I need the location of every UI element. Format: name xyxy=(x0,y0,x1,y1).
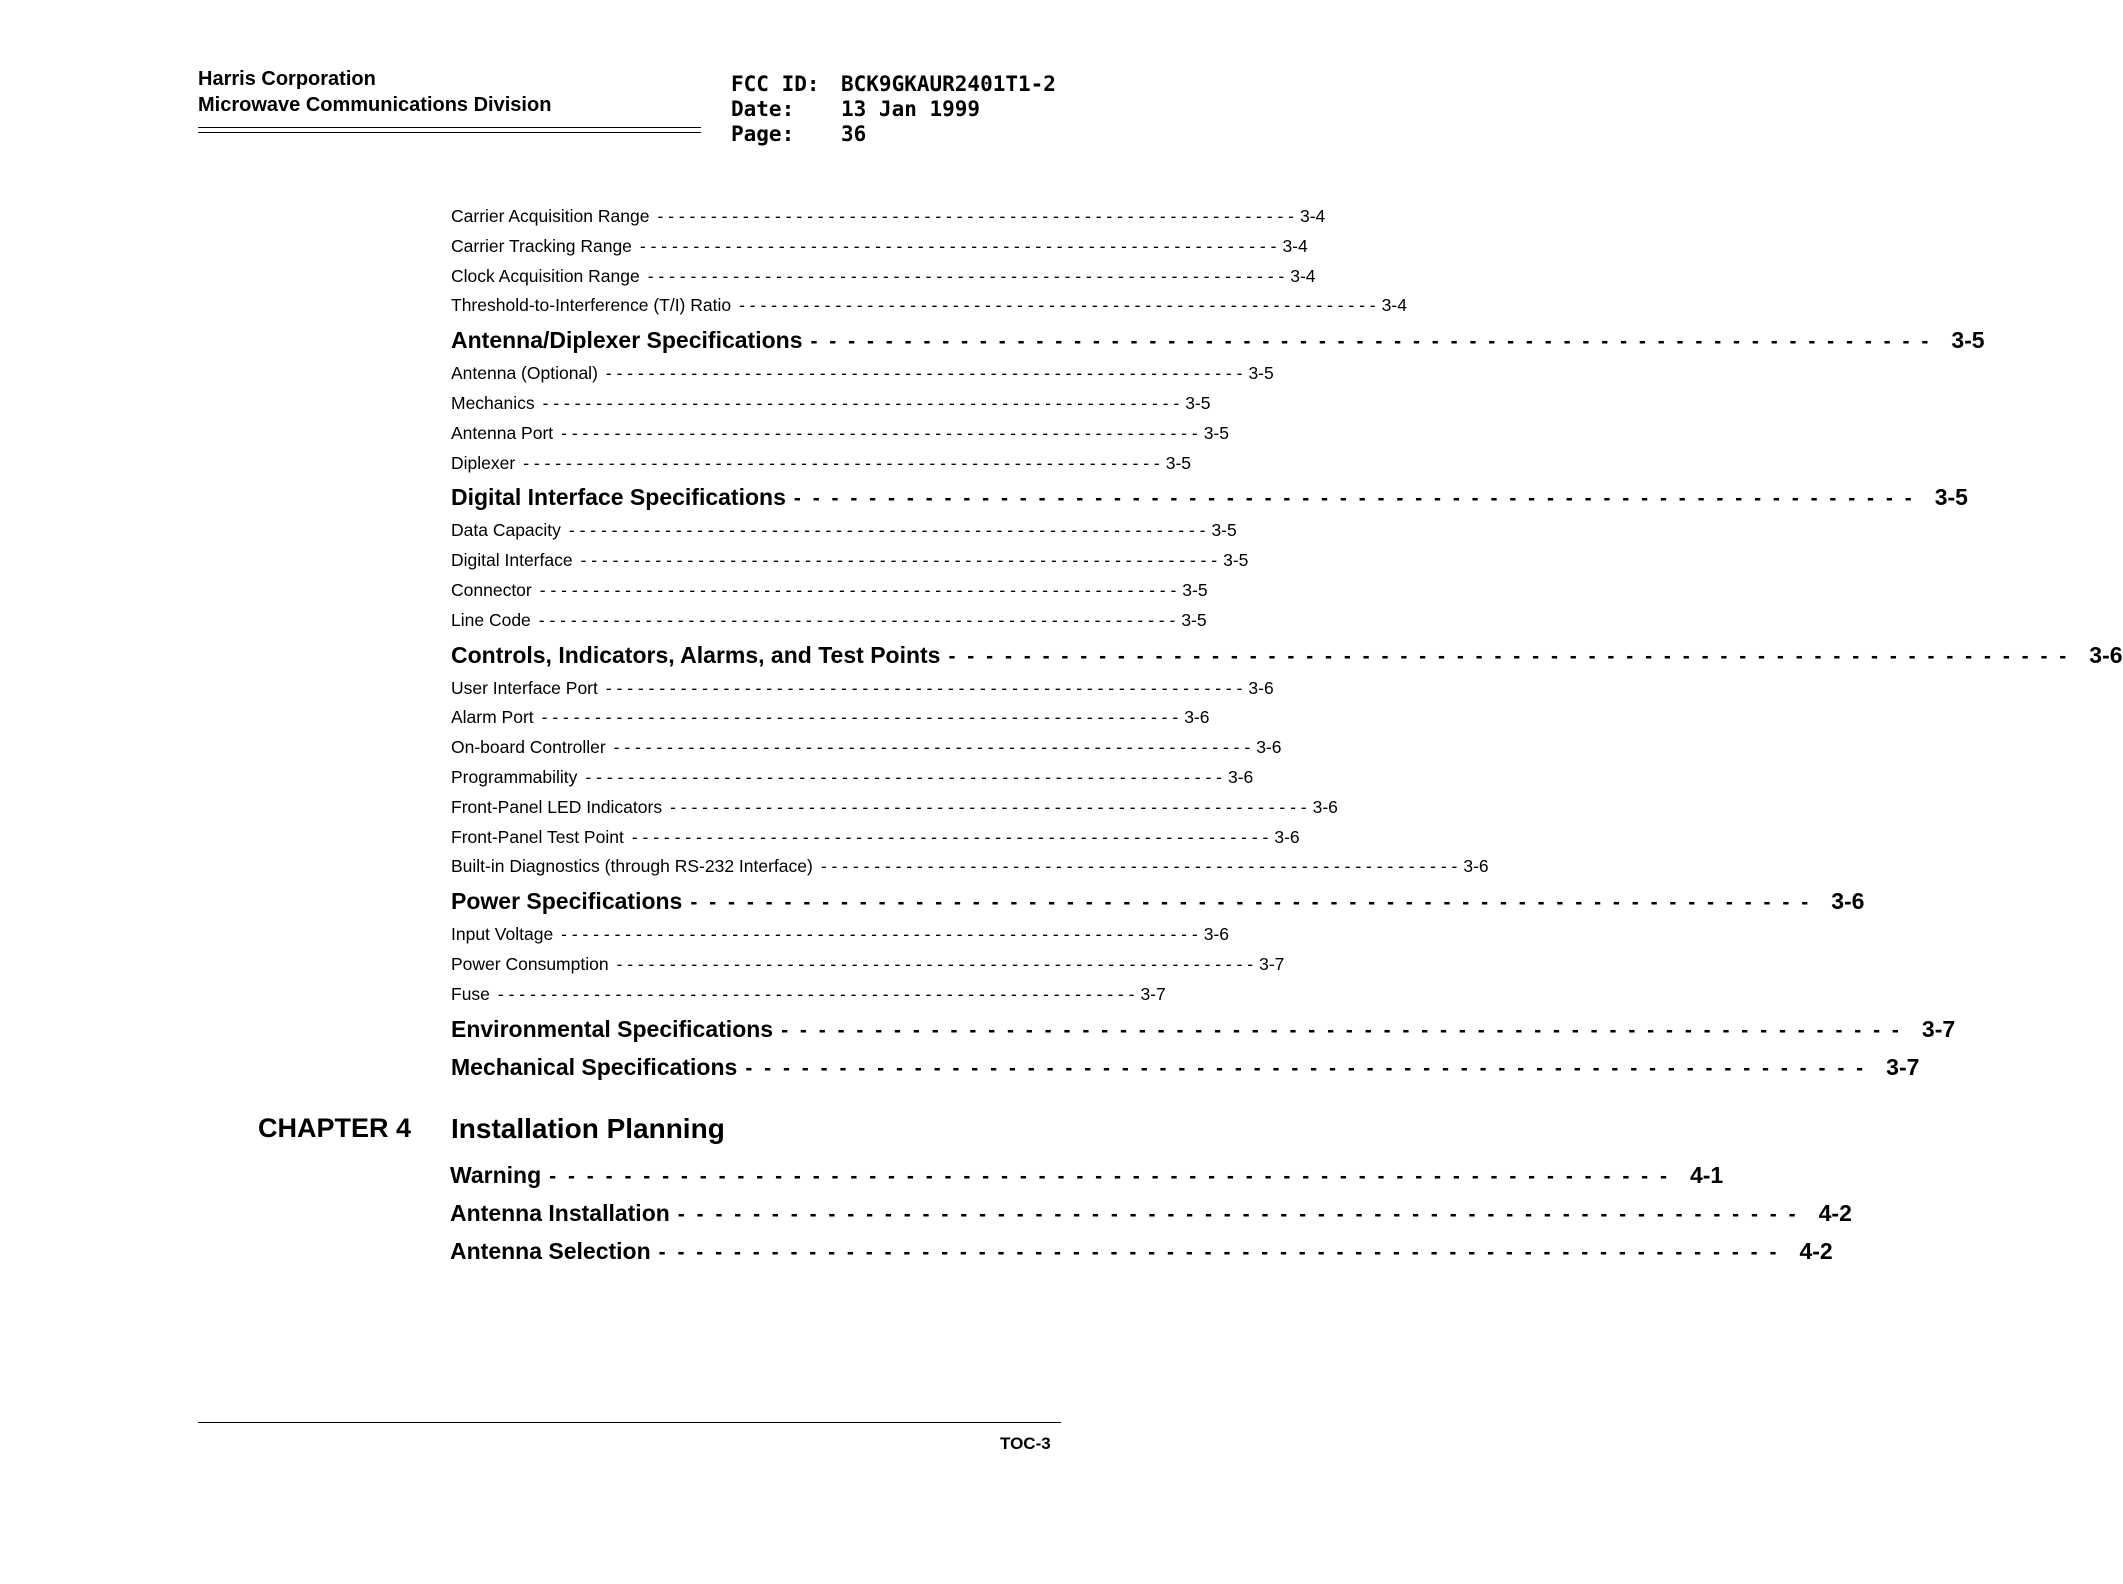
toc-entry-label: Line Code xyxy=(451,609,531,630)
toc-entry-label: Antenna Selection xyxy=(450,1238,651,1264)
toc-subentry xyxy=(451,202,1326,232)
toc-section-entry xyxy=(451,478,1968,516)
toc-entry-page: 3-6 xyxy=(1312,796,1338,817)
toc-leader-dashes: - - - - - - - - - - - - - - - - - - - - - - - - - - - - - - - - - - - - - - - - - - - - - - - - - - - - - - - - - - - - xyxy=(793,487,1915,511)
toc-subentry xyxy=(451,576,1208,606)
toc-entry-page: 3-4 xyxy=(1299,206,1326,226)
toc-entry-label: Digital Interface xyxy=(451,550,573,571)
toc-leader-dashes: - - - - - - - - - - - - - - - - - - - - - - - - - - - - - - - - - - - - - - - - - - - - - - - - - - - - - - - - - - - - xyxy=(616,953,1254,974)
toc-leader-dashes: - - - - - - - - - - - - - - - - - - - - - - - - - - - - - - - - - - - - - - - - - - - - - - - - - - - - - - - - - - - - xyxy=(670,796,1307,817)
toc-entry-label: Carrier Acquisition Range xyxy=(451,206,650,226)
toc-entry-page: 4-2 xyxy=(1799,1238,1833,1264)
toc-leader-dashes: - - - - - - - - - - - - - - - - - - - - - - - - - - - - - - - - - - - - - - - - - - - - - - - - - - - - - - - - - - - - xyxy=(538,609,1176,630)
toc-subentry xyxy=(451,359,1274,389)
toc-leader-dashes: - - - - - - - - - - - - - - - - - - - - - - - - - - - - - - - - - - - - - - - - - - - - - - - - - - - - - - - - - - - - xyxy=(542,392,1180,413)
chapter4-toc-list xyxy=(450,1156,1852,1270)
toc-entry-label: Controls, Indicators, Alarms, and Test Points xyxy=(451,641,941,668)
toc-entry-page: 3-6 xyxy=(1274,826,1300,847)
toc-subentry xyxy=(451,262,1316,292)
date-label: Date: xyxy=(731,97,795,121)
toc-entry-page: 3-5 xyxy=(1165,452,1192,473)
toc-leader-dashes: - - - - - - - - - - - - - - - - - - - - - - - - - - - - - - - - - - - - - - - - - - - - - - - - - - - - - - - - - - - - xyxy=(739,295,1376,316)
chapter-label: CHAPTER 4 xyxy=(258,1113,412,1143)
fcc-label: FCC ID: xyxy=(731,72,820,96)
toc-entry-page: 3-6 xyxy=(2089,641,2123,668)
toc-entry-page: 4-2 xyxy=(1818,1200,1852,1226)
header-rule-bottom xyxy=(198,132,701,133)
toc-entry-page: 3-5 xyxy=(1934,484,1968,511)
toc-subentry xyxy=(451,291,1407,321)
toc-subentry xyxy=(451,980,1166,1010)
toc-subentry xyxy=(451,232,1308,262)
toc-leader-dashes: - - - - - - - - - - - - - - - - - - - - - - - - - - - - - - - - - - - - - - - - - - - - - - - - - - - - - - - - - - - - xyxy=(631,826,1269,847)
toc-leader-dashes: - - - - - - - - - - - - - - - - - - - - - - - - - - - - - - - - - - - - - - - - - - - - - - - - - - - - - - - - - - - - xyxy=(497,983,1135,1004)
toc-subentry xyxy=(451,763,1254,793)
toc-section-entry xyxy=(451,636,2123,674)
page-row xyxy=(731,122,1056,147)
toc-entry-page: 3-5 xyxy=(1248,363,1274,384)
toc-leader-dashes: - - - - - - - - - - - - - - - - - - - - - - - - - - - - - - - - - - - - - - - - - - - - - - - - - - - - - - - - - - - - xyxy=(745,1056,1867,1080)
toc-section-entry xyxy=(450,1194,1852,1232)
toc-entry-label: Power Consumption xyxy=(451,953,609,974)
toc-subentry xyxy=(451,950,1285,980)
toc-entry-page: 3-4 xyxy=(1282,235,1308,256)
toc-entry-label: Antenna Port xyxy=(451,422,554,443)
toc-subentry xyxy=(451,852,1489,882)
toc-entry-page: 3-7 xyxy=(1921,1015,1956,1042)
toc-leader-dashes: - - - - - - - - - - - - - - - - - - - - - - - - - - - - - - - - - - - - - - - - - - - - - - - - - - - - - - - - - - - - xyxy=(820,856,1458,877)
division-name: Microwave Communications Division xyxy=(198,94,552,116)
toc-subentry xyxy=(451,793,1338,823)
toc-entry-page: 3-4 xyxy=(1381,295,1407,316)
toc-leader-dashes: - - - - - - - - - - - - - - - - - - - - - - - - - - - - - - - - - - - - - - - - - - - - - - - - - - - - - - - - - - - - xyxy=(810,330,1932,354)
toc-entry-page: 3-5 xyxy=(1223,550,1249,571)
toc-entry-label: Warning xyxy=(450,1162,542,1188)
toc-leader-dashes: - - - - - - - - - - - - - - - - - - - - - - - - - - - - - - - - - - - - - - - - - - - - - - - - - - - - - - - - - - - - xyxy=(781,1018,1902,1042)
toc-entry-page: 3-7 xyxy=(1259,953,1285,974)
toc-entry-page: 3-6 xyxy=(1184,707,1210,728)
toc-leader-dashes: - - - - - - - - - - - - - - - - - - - - - - - - - - - - - - - - - - - - - - - - - - - - - - - - - - - - - - - - - - - - xyxy=(561,422,1198,443)
toc-entry-label: Power Specifications xyxy=(451,888,683,915)
toc-subentry xyxy=(451,516,1237,546)
toc-entry-page: 3-7 xyxy=(1140,983,1166,1004)
toc-leader-dashes: - - - - - - - - - - - - - - - - - - - - - - - - - - - - - - - - - - - - - - - - - - - - - - - - - - - - - - - - - - - - xyxy=(549,1165,1670,1188)
toc-entry-label: Clock Acquisition Range xyxy=(451,265,640,286)
footer-page-ref: TOC-3 xyxy=(1000,1434,1051,1453)
toc-entry-page: 3-5 xyxy=(1181,609,1207,630)
toc-leader-dashes: - - - - - - - - - - - - - - - - - - - - - - - - - - - - - - - - - - - - - - - - - - - - - - - - - - - - - - - - - - - - xyxy=(613,737,1251,758)
toc-entry-page: 3-5 xyxy=(1951,327,1985,354)
toc-entry-label: Environmental Specifications xyxy=(451,1015,774,1042)
toc-leader-dashes: - - - - - - - - - - - - - - - - - - - - - - - - - - - - - - - - - - - - - - - - - - - - - - - - - - - - - - - - - - - - xyxy=(639,235,1277,256)
toc-section-entry xyxy=(451,882,1865,920)
date-row xyxy=(731,97,1056,122)
toc-leader-dashes: - - - - - - - - - - - - - - - - - - - - - - - - - - - - - - - - - - - - - - - - - - - - - - - - - - - - - - - - - - - - xyxy=(523,452,1160,473)
toc-entry-label: Diplexer xyxy=(451,452,516,473)
toc-entry-page: 3-6 xyxy=(1463,856,1489,877)
toc-list xyxy=(451,202,2123,1086)
toc-subentry xyxy=(451,389,1211,419)
toc-subentry xyxy=(451,449,1192,479)
toc-entry-label: Alarm Port xyxy=(451,707,534,728)
toc-leader-dashes: - - - - - - - - - - - - - - - - - - - - - - - - - - - - - - - - - - - - - - - - - - - - - - - - - - - - - - - - - - - - xyxy=(605,677,1243,698)
toc-leader-dashes: - - - - - - - - - - - - - - - - - - - - - - - - - - - - - - - - - - - - - - - - - - - - - - - - - - - - - - - - - - - - xyxy=(948,644,2070,668)
toc-entry-label: Carrier Tracking Range xyxy=(451,235,632,256)
toc-entry-label: Fuse xyxy=(451,983,490,1004)
toc-entry-label: Front-Panel Test Point xyxy=(451,826,624,847)
toc-entry-label: Front-Panel LED Indicators xyxy=(451,796,663,817)
toc-subentry xyxy=(451,546,1249,576)
toc-leader-dashes: - - - - - - - - - - - - - - - - - - - - - - - - - - - - - - - - - - - - - - - - - - - - - - - - - - - - - - - - - - - - xyxy=(677,1203,1799,1226)
toc-entry-page: 3-5 xyxy=(1211,520,1237,541)
header-rule-top xyxy=(198,127,701,128)
toc-leader-dashes: - - - - - - - - - - - - - - - - - - - - - - - - - - - - - - - - - - - - - - - - - - - - - - - - - - - - - - - - - - - - xyxy=(657,206,1294,226)
toc-leader-dashes: - - - - - - - - - - - - - - - - - - - - - - - - - - - - - - - - - - - - - - - - - - - - - - - - - - - - - - - - - - - - xyxy=(585,766,1222,787)
toc-entry-page: 3-5 xyxy=(1203,422,1229,443)
toc-entry-page: 4-1 xyxy=(1689,1162,1724,1188)
toc-entry-label: Programmability xyxy=(451,766,578,787)
toc-leader-dashes: - - - - - - - - - - - - - - - - - - - - - - - - - - - - - - - - - - - - - - - - - - - - - - - - - - - - - - - - - - - - xyxy=(541,707,1179,728)
toc-entry-label: Mechanics xyxy=(451,392,535,413)
toc-entry-label: Built-in Diagnostics (through RS-232 Interface) xyxy=(451,856,813,877)
toc-leader-dashes: - - - - - - - - - - - - - - - - - - - - - - - - - - - - - - - - - - - - - - - - - - - - - - - - - - - - - - - - - - - - xyxy=(568,520,1206,541)
toc-section-entry xyxy=(450,1232,1833,1270)
toc-subentry xyxy=(451,606,1207,636)
toc-subentry xyxy=(451,674,1274,704)
toc-section-entry xyxy=(451,321,1985,359)
toc-entry-label: On-board Controller xyxy=(451,737,606,758)
chapter-title: Installation Planning xyxy=(451,1113,725,1144)
header-company-block xyxy=(198,66,551,118)
toc-entry-page: 3-6 xyxy=(1203,924,1229,945)
page-label: Page: xyxy=(731,122,795,146)
toc-section-entry xyxy=(451,1010,1956,1048)
toc-entry-page: 3-6 xyxy=(1248,677,1274,698)
toc-subentry xyxy=(451,823,1300,853)
fcc-row xyxy=(731,72,1056,97)
toc-entry-label: User Interface Port xyxy=(451,677,598,698)
toc-subentry xyxy=(451,733,1282,763)
toc-subentry xyxy=(451,703,1210,733)
toc-leader-dashes: - - - - - - - - - - - - - - - - - - - - - - - - - - - - - - - - - - - - - - - - - - - - - - - - - - - - - - - - - - - - xyxy=(647,265,1285,286)
toc-entry-label: Data Capacity xyxy=(451,520,561,541)
toc-entry-label: Mechanical Specifications xyxy=(451,1053,738,1080)
toc-leader-dashes: - - - - - - - - - - - - - - - - - - - - - - - - - - - - - - - - - - - - - - - - - - - - - - - - - - - - - - - - - - - - xyxy=(658,1241,1780,1264)
toc-entry-label: Digital Interface Specifications xyxy=(451,484,786,511)
toc-entry-label: Input Voltage xyxy=(451,924,554,945)
toc-entry-page: 3-5 xyxy=(1185,392,1211,413)
toc-leader-dashes: - - - - - - - - - - - - - - - - - - - - - - - - - - - - - - - - - - - - - - - - - - - - - - - - - - - - - - - - - - - - xyxy=(690,891,1812,915)
toc-entry-label: Antenna (Optional) xyxy=(451,363,598,384)
page-value: 36 xyxy=(841,122,867,146)
toc-entry-label: Threshold-to-Interference (T/I) Ratio xyxy=(451,295,732,316)
toc-subentry xyxy=(451,419,1229,449)
header-meta xyxy=(731,72,1056,147)
toc-entry-page: 3-6 xyxy=(1831,888,1865,915)
toc-entry-label: Connector xyxy=(451,579,532,600)
fcc-value: BCK9GKAUR2401T1-2 xyxy=(841,72,1056,96)
toc-leader-dashes: - - - - - - - - - - - - - - - - - - - - - - - - - - - - - - - - - - - - - - - - - - - - - - - - - - - - - - - - - - - - xyxy=(605,363,1243,384)
toc-section-entry xyxy=(450,1156,1724,1194)
toc-entry-page: 3-6 xyxy=(1227,766,1254,787)
toc-entry-page: 3-6 xyxy=(1256,737,1282,758)
toc-leader-dashes: - - - - - - - - - - - - - - - - - - - - - - - - - - - - - - - - - - - - - - - - - - - - - - - - - - - - - - - - - - - - xyxy=(539,579,1177,600)
toc-entry-page: 3-7 xyxy=(1886,1053,1920,1080)
toc-section-entry xyxy=(451,1048,1920,1086)
toc-entry-label: Antenna Installation xyxy=(450,1200,670,1226)
company-name: Harris Corporation xyxy=(198,68,376,90)
toc-entry-page: 3-4 xyxy=(1290,265,1316,286)
toc-leader-dashes: - - - - - - - - - - - - - - - - - - - - - - - - - - - - - - - - - - - - - - - - - - - - - - - - - - - - - - - - - - - - xyxy=(580,550,1218,571)
date-value: 13 Jan 1999 xyxy=(841,97,981,121)
footer-rule xyxy=(198,1422,1061,1423)
toc-leader-dashes: - - - - - - - - - - - - - - - - - - - - - - - - - - - - - - - - - - - - - - - - - - - - - - - - - - - - - - - - - - - - xyxy=(561,924,1198,945)
toc-entry-page: 3-5 xyxy=(1182,579,1208,600)
toc-entry-label: Antenna/Diplexer Specifications xyxy=(451,327,803,354)
toc-subentry xyxy=(451,920,1229,950)
